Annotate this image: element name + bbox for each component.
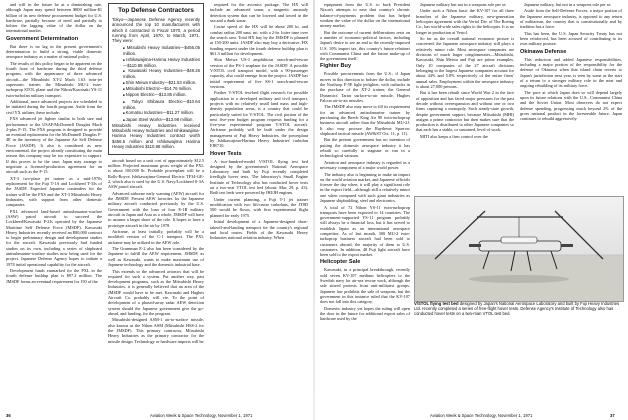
list-item: ■ Shin Meiwa Industry—$21.53 million. — [123, 80, 200, 86]
section-heading: Hover Tests — [210, 150, 242, 157]
paragraph: But the present government has no intention of putting the domestic aerospace industry it has rebuilt so carefully to stagnate or run in a technological vacuum. — [320, 137, 410, 159]
right-col-3 — [520, 2, 622, 192]
left-col-2 — [108, 2, 204, 404]
paragraph: The Grumman E-2 also has been considered by the Japanese to fulfill the AEW requirement. JMSDF, as well as Kawasaki, wants to make maximum use of Japanese technology and the domestic industrial base. — [108, 246, 204, 268]
list-item: ■ Komatsu Industries—$11.27 million. — [123, 110, 200, 116]
page-number-right: 37 — [610, 413, 615, 418]
paragraph: So far as the overall national economic picture is concerned, the Japanese aerospace industry still plays a relatively minor role. Most aerospace companies are divisions of much larger conglomerates—Mitsubishi, Kawasaki, Shin Meiwa and Fuji are prime examples. Only 10 companies of the 27 aircraft divisions belonging to the largest Japanese companies account for about 44% and 5.8% respectively of the entire firms' annual sales. Employment within the aerospace industry is about 27,000 persons. — [416, 36, 514, 89]
paragraph: The industry also is beginning to make an impact on the world aviation market, and Japanese officials foresee the day when, it will play a significant role in the export field—although still a relatively minor one when compared with such giant industries as Japanese shipbuilding, steel and electronics. — [320, 171, 410, 204]
photo-caption — [414, 301, 622, 317]
contractor-list — [112, 45, 200, 123]
paragraph: This has been, the U.S. Japan Security Treaty has not been reinforced, has been accused of contributing to its own military posture. — [520, 30, 622, 47]
section-heading: Helicopter Sale — [320, 259, 361, 266]
left-col-1 — [6, 2, 102, 404]
paragraph: Additional, more advanced projects are scheduled to be initiated during the fourth program. Aside from the civil YX airliner, these include: — [6, 99, 102, 115]
bullet-paragraph: Further V/STOL test-bed flight research for possible application to a developed military and civil transport, projects with no relatively small land mass and high-density population areas, is a country that could be particularly suited for V/STOL. The civil portion of the next five-year budget program requests funding for a five-year experimental program V/STOL aircraft. Airframe probably will be built under the design management of Fuji Heavy Industries, the powerplant by Ishikawajima-Harima Heavy Industries' turbofan FJR710. — [210, 90, 308, 149]
list-item: ■ Japan Steel Works—$13.98 million. — [123, 117, 200, 123]
paragraph: This reduction and added Japanese responsibilities, including a major portion of the responsibility for the defense of Okinawa when that island chain reverts to Japan's jurisdiction next year, is seen by some as the start of a return to a stronger military role in the near and ongoing rebuilding of its military force. — [520, 56, 622, 89]
paragraph: Japanese military but not in a weapons role per se. — [420, 2, 507, 7]
list-item: ■ Mitsubishi Electric—$14.76 million. — [123, 86, 200, 92]
bullet-paragraph: Initial development of a Japanese-designed short-takeoff-and-landing transport for the country's regional and local routes. Fields of the Kawasaki Heavy Industries national aviation industry. When — [210, 219, 308, 241]
paragraph: The pace at which Japan does so will depend largely upon its future relations with the U.S., Communist China and the Soviet Union. Most observers do not expect defense spending, progressing much beyond 2% of the gross national product in the foreseeable future. Japan continues to rebuild aggressively. — [520, 89, 622, 122]
paragraph: Cruise speed of the HX will be about 200 kt. and combat radius 200 naut. mi. with a 2-hr. loiter time over the search area. Total HX buy by the JMSDF is planned at 150-200 units. JASDF also may buy a derivative. HX funding request under the fourth defense buildup plan is $61.3 million for development. — [210, 24, 308, 56]
paragraph: aircraft based on a unit cost of approximately $12.5 million. Projected maximum gross weight of the PXL is about 100,000 lb. Probable powerplant will be a Rolls-Royce, Ishikawajima-General Electric TF34-GE-2, which also is used by the U.S. Navy/Lockheed S-3A ASW patrol aircraft. — [108, 157, 204, 190]
page-number-left: 36 — [6, 413, 11, 418]
paragraph: Aviation and aerospace industry is regarded as a necessary component of a major world power. — [320, 159, 410, 171]
paragraph: Kawasaki, in a principal breakthrough, recently sold seven KV-107 medium helicopters to the Swedish navy for air-sea rescue work, although the sale stirred protests from anti-militarist groups. Japanese law prohibits the sale of weapons, but the government in this instance ruled that the KV-107 does not fall into this category. — [320, 267, 410, 305]
right-col-1 — [320, 2, 410, 404]
paragraph: The JMSDF also may move to fill its requirement for an advanced antisubmarine trainer by purchasing the Beech King Air 90 twin-turboprop business aircraft rather than the Mitsubishi MU-2J. It also may procure the Raytheon Sparrow shipboard tactical missile (AW&ST Oct. 11, p. 11). — [320, 104, 410, 136]
bullet-paragraph: PXL advanced land-based antisubmarine-warfare (ASW) patrol aircraft to succeed the Lockheed/Kawasaki P-2Js operated by the Japanese Maritime Self Defense Force (MSDF). Kawasaki Heavy Industries recently received an ¥80,000 contract to begin preliminary design and development studies for the aircraft. Kawasaki previously had funded studies on its own, including a series of shipboard antisubmarine-warfare studies now being used for the project. Japanese Defense Agency hopes to initiate a 1978 initial operational capability for the aircraft. — [6, 208, 102, 267]
footer-right-publication: Aviation Week & Space Technology, November 1, 1971 — [430, 413, 533, 418]
caption-title: V/STOL flying test bed — [414, 301, 459, 306]
paragraph: Aside from the Self-Defense Forces, a major portion of the Japanese aerospace industry, is opposed to any return of militarism, the country that is constitutionally and by tradition has a force. — [520, 8, 622, 30]
section-heading: Okinawa Defense — [520, 48, 567, 55]
paragraph: required for the avionics package. The HX will include an advanced sonar, a magnetic anomaly detection system that can be lowered and towed in the sea and a dunk sonar. — [210, 2, 308, 23]
box-title: Top Defense Contractors — [118, 7, 194, 14]
bullet-paragraph: Mitsubishi-designed ASM-1 air-to-surface missile, also known as the Nihon ASM (Mitsubishi HSS-2 for the JMSDF). This primary contractor, Mitsubishi Heavy Industries as the primary contractor for the missile design. Technology or hardware imports will be — [108, 317, 204, 344]
list-item: ■ Tokyo Shibaura Electric—$10.64 million. — [123, 99, 200, 111]
paragraph: The results of this policy began to be apparent on the fourth front of hardware during the third defense program, with the appearance of three advanced aircraft—the Mitsubishi XT-2 Mach 1.63 twin-jet supersonic trainer; the Mitsubishi MU-2 twin-turboprop STOL plane and the Nihon/Kawasaki YS-11 twin-turbofan military transport. — [6, 60, 102, 98]
right-col-2 — [416, 2, 514, 192]
paragraph: Airframe, at least initially, probably will be a modified version of the C-1 transport. The PXL airframe may be utilized in the AEW role. — [108, 229, 204, 245]
section-heading: Fighter Buy — [320, 63, 352, 70]
caption-text: designed by Japan's National Aerospace Laboratory and built by Fuji Heavy Industries Ltd. recently completed a series of free-flight hover tests. Defense Agency's Institute of Technology also has conducted hover tests on a two-man VTOL test bed. — [414, 301, 620, 317]
paragraph: But there is no lag in the present government's determination to build a strong, viable domestic aerospace industry as a matter of national policy. — [6, 43, 102, 60]
paragraph: Possible procurements from the U.S., if Japan moves in this direction to bolster the dollar, include the Northrop F-5E light jetfighter, with cutbacks in the purchase of the XT-2 trainer, the General Dynamics' Tartar surface-to-air missile, Hughes Falcon air-to-air missiles. — [320, 71, 410, 103]
vstol-test-bed-photo — [414, 196, 624, 302]
bullet-paragraph: Advanced airborne early warning (AEW) aircraft for the JMSDF. Present AEW favorites for the Japanese military aircraft conducted previously by the U.S. Government with the loan of four E-1B military aircraft in Japan and Asia as a whole, JMSDF will have to assume a larger share of the role. It hopes to have a prototype aircraft in the air by 1978. — [108, 190, 204, 228]
list-item: ■ Ishikawajima-Harima Heavy Industries—$110.88 million. — [123, 57, 200, 69]
section-heading: Government Determination — [6, 35, 79, 42]
paragraph: equipment from the U.S. to back President Nixon's attempts to ease that country's chronic balance-of-payments problem that has helped weaken the value of the dollar on the international money market. — [320, 2, 410, 29]
paragraph: Japanese military, but not in a weapons role per se. — [524, 2, 612, 7]
top-contractors-box — [108, 3, 204, 155]
bullet-paragraph: FXS advanced jet fighter similar in both size and performance to the USAF/McDonnell Douglas Mach 2-plus F-15. The FXS program is designed to provide an eventual replacement for the McDonnell Douglas F-4E in the inventory of the Japanese Air Self Defense Force (JASDF). It also is considered as new enviromental, the project already constituting the main reason this company may be too expensive to support. If this proves to be the case, Japan may arrange to negotiate a licensed-production agreement for an aircraft such as the F-15. — [6, 116, 102, 175]
paragraph: MITI also keeps a firm control over the — [420, 133, 488, 139]
paragraph: and will in the future be at a diminishing rate, although Japan may spend between $800 million-$1 billion of its new defense procurement budget for U.S. hardware, partially because of need and partially to bolster the lagging value of the dollar on the international market. — [6, 2, 102, 34]
paragraph: But the outcome of current deliberations rests on a number of economic-political factors, including Japan's desire to see an end to the recently-imposed U.S. 10% import tax, this country's future relations with Communist China and the future make-up of the government itself. — [320, 29, 410, 62]
box-intro: Tokyo—Japanese Defense Agency recently announced the top 10 manufacturers with which it contracted in Fiscal 1970, a period running from April, 1970, to March, 1971. They were: — [112, 17, 200, 44]
list-item: ■ Nippon Electric—$13.85 million. — [123, 92, 200, 98]
bullet-paragraph: XT-3 two-place jet trainer as a mid-1970s replacement for the Fuji T-1A and Lockheed T-33s of the JASDF. Expected Japanese contenders for the trainer will be the FXS and the XT-3 Mitsubishi Heavy Industries, with support from other domestic companies. — [6, 175, 102, 208]
paragraph: A total of 72 Nihon YS-11 twin-turboprop transports have been exported to 14 countries. The government-supported YS-11 program probably will always be a financial loss, but it has served to establish Japan as an international aerospace competitor. As of last month, 300 MU-2 twin-turboprop business aircraft had been sold to customers abroad, the majority of them to U.S. customers. In addition, 48 Fuji light aircraft have been sold to the export market. — [320, 204, 410, 258]
footer-left-publication: Aviation Week & Space Technology, November 1, 1971 — [150, 413, 253, 418]
paragraph: Development funds earmarked for the PXL in the fourth defense buildup plan is $97.2 million. The JMSDF forms an eventual requirement for 150 of the — [6, 268, 102, 284]
paragraph: But it has been rebuilt since World War 2 in the face of opposition and has faced major pressures for the past decade without overexpansion and without one or two firms capturing a monopoly. Such steady-state growth, despite government support, because Mitsubishi (MHI) assigns a prime contractor but then makes sure that the production is distributed to other Japanese companies so that each has a stable, or sustained, level of work. — [416, 90, 514, 133]
page-gutter — [313, 0, 315, 420]
vstol-aircraft-illustration — [415, 197, 623, 301]
paragraph: Domestic industry yet hopes the ruling will open the door in the future for additional export sales of hardware used by the — [320, 305, 410, 322]
paragraph: This extends to the advanced avionics that will be required for such a system. Put another way, past development programs, such as the Mitsubishi Heavy Industries, it is generally believed that an area of the JMSDF would have to be met. Kawasaki and Hughes Aircraft Co. probably will vie. To the point of development of a phased-array radar AEW detection system should the Japanese government give the go-ahead, and funding, for the program. — [108, 268, 204, 316]
left-col-3 — [210, 2, 308, 404]
list-item: ■ Kawasaki Heavy Industries—$49.26 million. — [123, 68, 200, 80]
paragraph: Under such a Nihon basic the KV-107 for all three branches of the Japanese military, new-generation helicopter agreement with the Vertol Div. of The Boeing Co., has world-wide sales rights to the helicopter. It is no longer in production at Vertol. — [416, 8, 514, 35]
bullet-paragraph: Shin Meiwa US-J amphibious search-and-rescue version of the PS-1 seaplane for the JASDF. A possible V/STOL civil transport model, with a 90-passenger capacity, also could emerge from the project. JASDF has initial requirement of five SS-1 search-and-rescue versions. — [210, 57, 308, 89]
paragraph: Under current planning, a Fuji T-1 jet trainer modification with two lift/cruise turbofans, the JT8D 500 would be flown, with first experimental flight planned for early 1975. — [210, 196, 308, 218]
list-item: ■ Mitsubishi Heavy Industries—$456.05 million. — [123, 45, 200, 57]
paragraph: A two-hundred-model V/STOL flying test bed designed by the government's National Aerospace Laboratory and built by Fuji recently completed freeflight hover tests. The laboratory's Small Engine Institute of Technology also has conducted hover tests on a two-seat VTOL test bed (about: Mar. 29, p. 43). Both test beds were powered by IHI/JH engines. — [210, 158, 308, 196]
box-closing: Mitsubishi Heavy Industries received Mitsubishi Heavy Industries and Ishikawajima-Harima Heavy Industries contract worth $456.5 million and Ishikawajima Harima Heavy Industries $110.88 million. — [112, 122, 200, 150]
